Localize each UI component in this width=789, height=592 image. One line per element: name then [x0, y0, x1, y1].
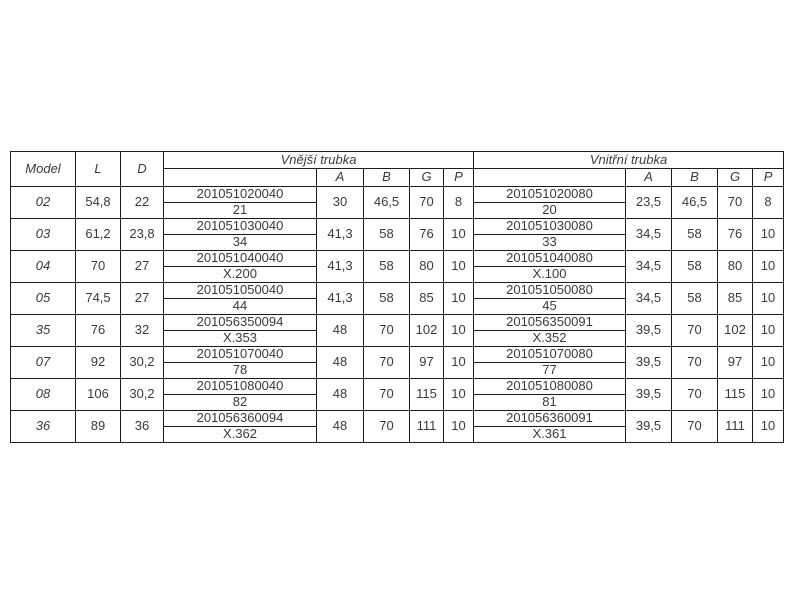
outer-a-cell: 30 [317, 187, 364, 219]
table-row [11, 219, 784, 235]
outer-subcode-cell: 34 [164, 235, 317, 251]
model-cell: 02 [11, 187, 76, 219]
inner-p-cell: 8 [753, 187, 784, 219]
d-cell: 30,2 [121, 379, 164, 411]
inner-g-cell: 85 [718, 283, 753, 315]
inner-b-cell: 70 [672, 315, 718, 347]
outer-b-cell: 70 [364, 347, 410, 379]
inner-code-header-blank [474, 169, 626, 187]
l-cell: 89 [76, 411, 121, 443]
outer-subcode-cell: 44 [164, 299, 317, 315]
l-cell: 54,8 [76, 187, 121, 219]
outer-code-cell: 201051080040 [164, 379, 317, 395]
outer-p-cell: 10 [444, 283, 474, 315]
l-cell: 74,5 [76, 283, 121, 315]
inner-g-cell: 76 [718, 219, 753, 251]
outer-code-cell: 201056360094 [164, 411, 317, 427]
inner-b-cell: 70 [672, 379, 718, 411]
inner-a-cell: 34,5 [626, 251, 672, 283]
outer-p-cell: 10 [444, 219, 474, 251]
inner-code-cell: 201056350091 [474, 315, 626, 331]
inner-subcode-cell: 33 [474, 235, 626, 251]
outer-g-cell: 85 [410, 283, 444, 315]
outer-subcode-cell: X.200 [164, 267, 317, 283]
col-group-inner-tube: Vnitřní trubka [474, 152, 784, 169]
model-cell: 03 [11, 219, 76, 251]
inner-p-cell: 10 [753, 379, 784, 411]
outer-a-cell: 48 [317, 379, 364, 411]
table-row [11, 315, 784, 331]
outer-p-cell: 10 [444, 315, 474, 347]
outer-a-cell: 48 [317, 315, 364, 347]
inner-a-cell: 39,5 [626, 379, 672, 411]
inner-b-cell: 58 [672, 283, 718, 315]
col-header-outer-g: G [410, 169, 444, 187]
table-row [11, 187, 784, 203]
inner-code-cell: 201051030080 [474, 219, 626, 235]
inner-g-cell: 97 [718, 347, 753, 379]
col-header-d: D [121, 152, 164, 187]
l-cell: 61,2 [76, 219, 121, 251]
col-header-l: L [76, 152, 121, 187]
outer-code-cell: 201051050040 [164, 283, 317, 299]
outer-g-cell: 80 [410, 251, 444, 283]
inner-g-cell: 70 [718, 187, 753, 219]
outer-a-cell: 48 [317, 347, 364, 379]
outer-b-cell: 70 [364, 411, 410, 443]
l-cell: 106 [76, 379, 121, 411]
inner-b-cell: 58 [672, 219, 718, 251]
outer-g-cell: 111 [410, 411, 444, 443]
outer-code-cell: 201051020040 [164, 187, 317, 203]
table-row [11, 251, 784, 267]
outer-subcode-cell: 82 [164, 395, 317, 411]
l-cell: 76 [76, 315, 121, 347]
model-cell: 35 [11, 315, 76, 347]
table-row [11, 411, 784, 427]
outer-code-header-blank [164, 169, 317, 187]
col-header-model: Model [11, 152, 76, 187]
inner-code-cell: 201051050080 [474, 283, 626, 299]
d-cell: 27 [121, 251, 164, 283]
inner-code-cell: 201051070080 [474, 347, 626, 363]
inner-subcode-cell: 81 [474, 395, 626, 411]
outer-code-cell: 201051030040 [164, 219, 317, 235]
inner-a-cell: 39,5 [626, 347, 672, 379]
inner-subcode-cell: X.100 [474, 267, 626, 283]
inner-b-cell: 46,5 [672, 187, 718, 219]
col-header-inner-b: B [672, 169, 718, 187]
inner-a-cell: 34,5 [626, 219, 672, 251]
outer-subcode-cell: X.353 [164, 331, 317, 347]
d-cell: 23,8 [121, 219, 164, 251]
outer-a-cell: 48 [317, 411, 364, 443]
outer-a-cell: 41,3 [317, 219, 364, 251]
tube-spec-table [10, 151, 784, 443]
col-header-outer-b: B [364, 169, 410, 187]
table-header-row-groups [11, 152, 784, 169]
inner-a-cell: 39,5 [626, 315, 672, 347]
outer-code-cell: 201056350094 [164, 315, 317, 331]
inner-p-cell: 10 [753, 315, 784, 347]
outer-subcode-cell: X.362 [164, 427, 317, 443]
d-cell: 36 [121, 411, 164, 443]
outer-b-cell: 70 [364, 315, 410, 347]
outer-g-cell: 76 [410, 219, 444, 251]
inner-g-cell: 115 [718, 379, 753, 411]
col-header-outer-p: P [444, 169, 474, 187]
outer-g-cell: 97 [410, 347, 444, 379]
inner-b-cell: 58 [672, 251, 718, 283]
inner-p-cell: 10 [753, 219, 784, 251]
col-header-outer-a: A [317, 169, 364, 187]
inner-a-cell: 39,5 [626, 411, 672, 443]
inner-subcode-cell: 20 [474, 203, 626, 219]
outer-subcode-cell: 21 [164, 203, 317, 219]
inner-code-cell: 201051080080 [474, 379, 626, 395]
d-cell: 32 [121, 315, 164, 347]
outer-b-cell: 46,5 [364, 187, 410, 219]
inner-g-cell: 111 [718, 411, 753, 443]
outer-p-cell: 10 [444, 347, 474, 379]
outer-p-cell: 10 [444, 379, 474, 411]
inner-subcode-cell: 77 [474, 363, 626, 379]
model-cell: 07 [11, 347, 76, 379]
model-cell: 04 [11, 251, 76, 283]
outer-b-cell: 58 [364, 283, 410, 315]
outer-a-cell: 41,3 [317, 283, 364, 315]
outer-subcode-cell: 78 [164, 363, 317, 379]
inner-b-cell: 70 [672, 411, 718, 443]
inner-subcode-cell: X.352 [474, 331, 626, 347]
outer-p-cell: 8 [444, 187, 474, 219]
outer-b-cell: 58 [364, 251, 410, 283]
model-cell: 05 [11, 283, 76, 315]
d-cell: 22 [121, 187, 164, 219]
inner-subcode-cell: 45 [474, 299, 626, 315]
model-cell: 08 [11, 379, 76, 411]
inner-p-cell: 10 [753, 347, 784, 379]
inner-a-cell: 23,5 [626, 187, 672, 219]
inner-subcode-cell: X.361 [474, 427, 626, 443]
inner-code-cell: 201051020080 [474, 187, 626, 203]
table-row [11, 283, 784, 299]
model-cell: 36 [11, 411, 76, 443]
inner-p-cell: 10 [753, 411, 784, 443]
d-cell: 30,2 [121, 347, 164, 379]
outer-b-cell: 70 [364, 379, 410, 411]
l-cell: 92 [76, 347, 121, 379]
inner-code-cell: 201056360091 [474, 411, 626, 427]
col-header-inner-a: A [626, 169, 672, 187]
outer-g-cell: 70 [410, 187, 444, 219]
outer-code-cell: 201051040040 [164, 251, 317, 267]
inner-a-cell: 34,5 [626, 283, 672, 315]
table-row [11, 347, 784, 363]
outer-b-cell: 58 [364, 219, 410, 251]
col-header-inner-g: G [718, 169, 753, 187]
outer-g-cell: 102 [410, 315, 444, 347]
table-row [11, 379, 784, 395]
inner-g-cell: 80 [718, 251, 753, 283]
outer-a-cell: 41,3 [317, 251, 364, 283]
col-header-inner-p: P [753, 169, 784, 187]
d-cell: 27 [121, 283, 164, 315]
inner-p-cell: 10 [753, 251, 784, 283]
outer-p-cell: 10 [444, 251, 474, 283]
inner-g-cell: 102 [718, 315, 753, 347]
inner-p-cell: 10 [753, 283, 784, 315]
outer-p-cell: 10 [444, 411, 474, 443]
l-cell: 70 [76, 251, 121, 283]
outer-g-cell: 115 [410, 379, 444, 411]
inner-b-cell: 70 [672, 347, 718, 379]
inner-code-cell: 201051040080 [474, 251, 626, 267]
outer-code-cell: 201051070040 [164, 347, 317, 363]
col-group-outer-tube: Vnější trubka [164, 152, 474, 169]
